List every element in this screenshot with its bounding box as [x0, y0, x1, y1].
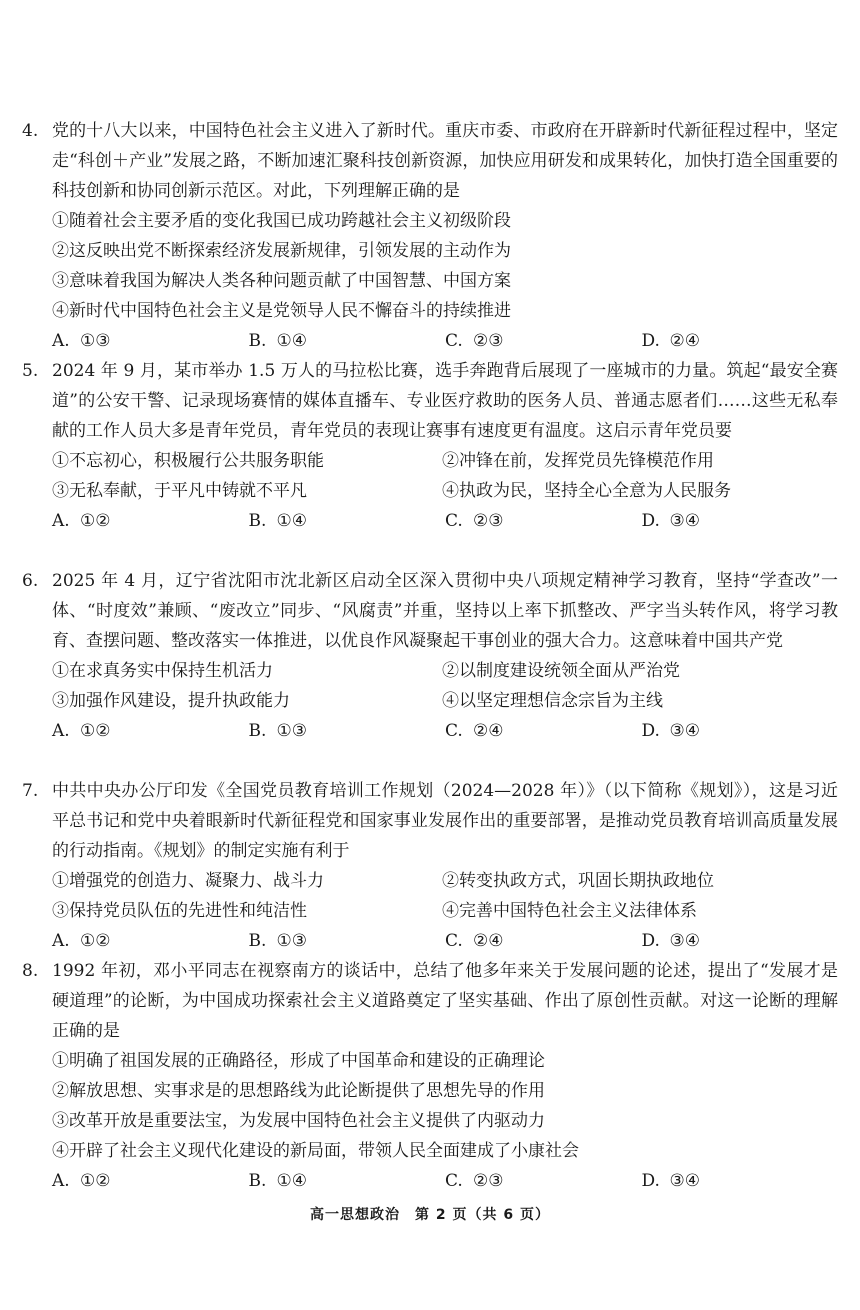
- option-a: A. ①②: [52, 721, 111, 741]
- question-text: 2024 年 9 月，某市举办 1.5 万人的马拉松比赛，选手奔跑背后展现了一座城市的力量。筑起“最安全赛道”的公安干警、记录现场赛情的媒体直播车、专业医疗救助的医务人员、普通志愿者们……这些无私奉献的工作人员大多是青年党员，青年党员的表现让赛事有速度更有温度。这启示青年党员要: [52, 361, 838, 441]
- option-d: D. ③④: [641, 511, 700, 531]
- question-number: 7.: [22, 781, 39, 801]
- question-4: [22, 116, 838, 356]
- statement-list: [22, 656, 838, 716]
- statement-4: ④以坚定理想信念宗旨为主线: [442, 691, 663, 711]
- option-a: A. ①②: [52, 931, 111, 951]
- question-stem: [22, 116, 838, 206]
- question-7: [22, 776, 838, 956]
- statement-2: ②转变执政方式，巩固长期执政地位: [442, 871, 714, 891]
- statement-list: [22, 1046, 838, 1166]
- statement-1: ①随着社会主要矛盾的变化我国已成功跨越社会主义初级阶段: [52, 211, 511, 231]
- statement-list: [22, 446, 838, 506]
- statement-1: ①明确了祖国发展的正确路径，形成了中国革命和建设的正确理论: [52, 1051, 545, 1071]
- statement-1: ①增强党的创造力、凝聚力、战斗力: [52, 871, 324, 891]
- statement-3: ③改革开放是重要法宝，为发展中国特色社会主义提供了内驱动力: [52, 1111, 545, 1131]
- question-text: 中共中央办公厅印发《全国党员教育培训工作规划（2024—2028 年）》（以下简称《规划》），这是习近平总书记和党中央着眼新时代新征程党和国家事业发展作出的重要部署，是推动党员教育培训高质量发展的行动指南。《规划》的制定实施有利于: [52, 781, 838, 861]
- answer-options: [22, 506, 838, 536]
- statement-4: ④执政为民，坚持全心全意为人民服务: [442, 481, 731, 501]
- question-number: 6.: [22, 571, 39, 591]
- statement-2: ②这反映出党不断探索经济发展新规律，引领发展的主动作为: [52, 241, 511, 261]
- statement-3: ③加强作风建设，提升执政能力: [52, 691, 290, 711]
- option-d: D. ③④: [641, 721, 700, 741]
- statement-2: ②冲锋在前，发挥党员先锋模范作用: [442, 451, 714, 471]
- option-c: C. ②④: [445, 721, 504, 741]
- question-8: [22, 956, 838, 1196]
- question-stem: [22, 566, 838, 656]
- option-a: A. ①②: [52, 1171, 111, 1191]
- option-b: B. ①④: [248, 1171, 307, 1191]
- question-text: 2025 年 4 月，辽宁省沈阳市沈北新区启动全区深入贯彻中央八项规定精神学习教育，坚持“学查改”一体、“时度效”兼顾、“废改立”同步、“风腐责”并重，坚持以上率下抓整改、严字当头转作风，将学习教育、查摆问题、整改落实一体推进，以优良作风凝聚起干事创业的强大合力。这意味着中国共产党: [52, 571, 838, 651]
- option-d: D. ②④: [641, 331, 700, 351]
- option-a: A. ①②: [52, 511, 111, 531]
- option-c: C. ②④: [445, 931, 504, 951]
- statement-4: ④开辟了社会主义现代化建设的新局面，带领人民全面建成了小康社会: [52, 1141, 579, 1161]
- question-number: 5.: [22, 361, 39, 381]
- page-footer: 高一思想政治 第 2 页（共 6 页）: [310, 1207, 550, 1223]
- option-d: D. ③④: [641, 1171, 700, 1191]
- statement-3: ③意味着我国为解决人类各种问题贡献了中国智慧、中国方案: [52, 271, 511, 291]
- option-b: B. ①③: [248, 721, 307, 741]
- statement-list: [22, 206, 838, 326]
- question-number: 8.: [22, 961, 39, 981]
- statement-3: ③无私奉献，于平凡中铸就不平凡: [52, 481, 307, 501]
- option-b: B. ①④: [248, 331, 307, 351]
- option-c: C. ②③: [445, 331, 504, 351]
- statement-3: ③保持党员队伍的先进性和纯洁性: [52, 901, 307, 921]
- option-b: B. ①④: [248, 511, 307, 531]
- answer-options: [22, 926, 838, 956]
- statement-4: ④完善中国特色社会主义法律体系: [442, 901, 697, 921]
- answer-options: [22, 716, 838, 746]
- option-c: C. ②③: [445, 511, 504, 531]
- question-6: [22, 566, 838, 746]
- statement-2: ②以制度建设统领全面从严治党: [442, 661, 680, 681]
- question-stem: [22, 956, 838, 1046]
- statement-4: ④新时代中国特色社会主义是党领导人民不懈奋斗的持续推进: [52, 301, 511, 321]
- answer-options: [22, 326, 838, 356]
- option-d: D. ③④: [641, 931, 700, 951]
- question-text: 党的十八大以来，中国特色社会主义进入了新时代。重庆市委、市政府在开辟新时代新征程过程中，坚定走“科创＋产业”发展之路，不断加速汇聚科技创新资源，加快应用研发和成果转化，加快打造全国重要的科技创新和协同创新示范区。对此，下列理解正确的是: [52, 121, 838, 201]
- question-text: 1992 年初，邓小平同志在视察南方的谈话中，总结了他多年来关于发展问题的论述，提出了“发展才是硬道理”的论断，为中国成功探索社会主义道路奠定了坚实基础、作出了原创性贡献。对这一论断的理解正确的是: [52, 961, 838, 1041]
- statement-list: [22, 866, 838, 926]
- answer-options: [22, 1166, 838, 1196]
- statement-1: ①在求真务实中保持生机活力: [52, 661, 273, 681]
- option-a: A. ①③: [52, 331, 111, 351]
- statement-1: ①不忘初心，积极履行公共服务职能: [52, 451, 324, 471]
- question-stem: [22, 776, 838, 866]
- option-b: B. ①③: [248, 931, 307, 951]
- question-stem: [22, 356, 838, 446]
- statement-2: ②解放思想、实事求是的思想路线为此论断提供了思想先导的作用: [52, 1081, 545, 1101]
- question-number: 4.: [22, 121, 39, 141]
- question-5: [22, 356, 838, 536]
- option-c: C. ②③: [445, 1171, 504, 1191]
